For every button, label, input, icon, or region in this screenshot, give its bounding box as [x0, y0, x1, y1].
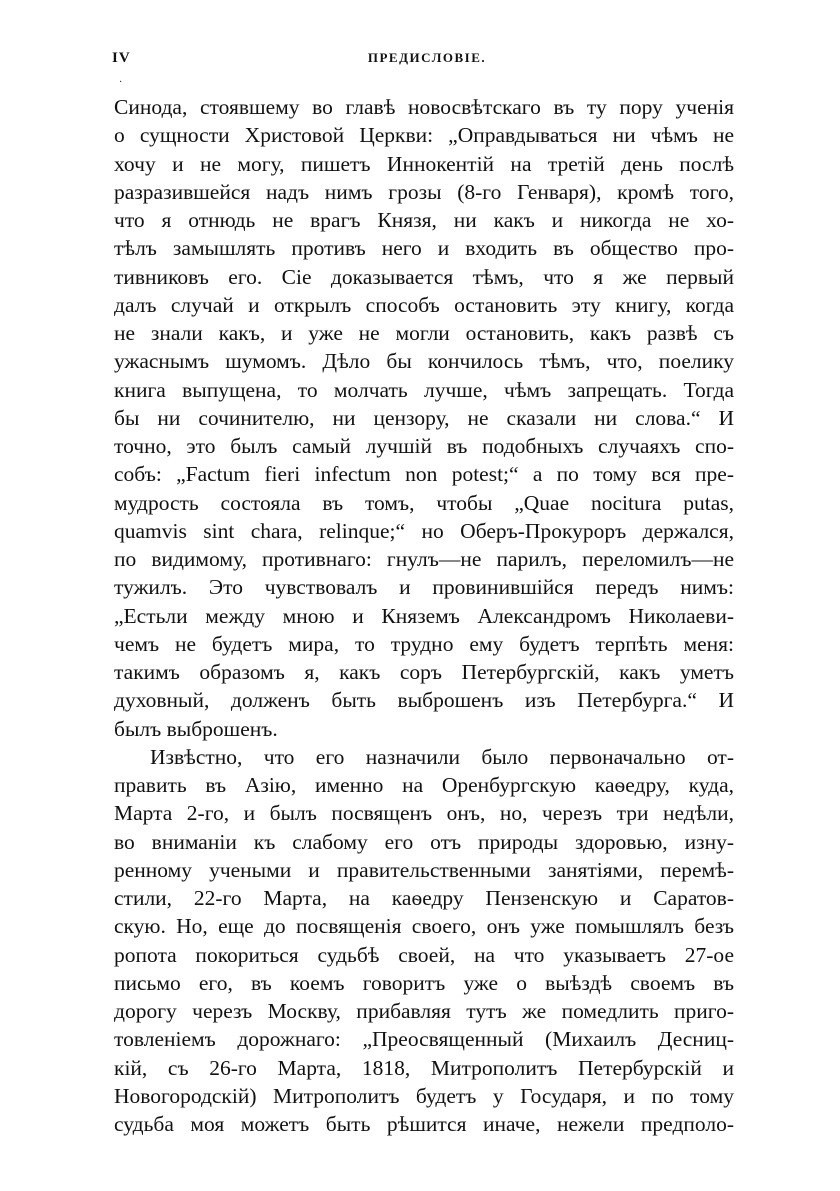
text-line: тѣлъ замышлять противъ него и входить въ общество про-	[114, 236, 734, 261]
text-line: ужаснымъ шумомъ. Дѣло бы кончилось тѣмъ, что, поелику	[114, 349, 734, 374]
text-line: стили, 22-го Марта, на каѳедру Пензенскую и Саратов-	[114, 886, 734, 910]
text-line: Синода, стоявшему во главѣ новосвѣтскаго въ ту пору ученія	[114, 95, 734, 119]
text-line: тивниковъ его. Сіе доказывается тѣмъ, что я же первый	[114, 264, 734, 289]
text-line: судьба моя можетъ быть рѣшится иначе, нежели предполо-	[114, 1112, 734, 1136]
page-header	[112, 50, 734, 70]
text-line: не знали какъ, и уже не могли остановить, какъ развѣ съ	[114, 321, 734, 345]
text-line: что я отнюдь не врагъ Князя, ни какъ и никогда не хо-	[114, 208, 734, 232]
print-speck: ·	[119, 77, 123, 88]
text-line: далъ случай и открылъ способъ остановить эту книгу, когда	[114, 292, 734, 317]
text-line: править въ Азію, именно на Оренбургскую каѳедру, куда,	[114, 773, 734, 797]
body-text	[114, 93, 734, 1138]
text-line: собъ: „Factum fieri infectum non potest;“ а по тому вся пре-	[114, 462, 734, 487]
text-line: кій, съ 26-го Марта, 1818, Митрополитъ Петербурскій и	[114, 1055, 734, 1080]
text-line: о сущности Христовой Церкви: „Оправдываться ни чѣмъ не	[114, 123, 734, 148]
text-line: Марта 2-го, и былъ посвященъ онъ, но, черезъ три недѣли,	[114, 801, 734, 826]
text-line: дорогу черезъ Москву, прибавляя тутъ же помедлить приго-	[114, 999, 734, 1023]
text-line: „Естьли между мною и Княземъ Александромъ Николаеви-	[114, 603, 734, 628]
text-line: во вниманіи къ слабому его отъ природы здоровью, изну-	[114, 829, 734, 854]
text-line: хочу и не могу, пишетъ Иннокентій на третій день послѣ	[114, 151, 734, 176]
text-line: тужилъ. Это чувствовалъ и провинившійся передъ нимъ:	[114, 575, 734, 600]
text-line: точно, это былъ самый лучшій въ подобныхъ случаяхъ спо-	[114, 434, 734, 458]
text-line: скую. Но, еще до посвященія своего, онъ уже помышлялъ безъ	[114, 914, 734, 939]
text-line: quamvis sint chara, relinque;“ но Оберъ-Прокуроръ держался,	[114, 518, 734, 543]
text-line: книга выпущена, то молчать лучше, чѣмъ запрещать. Тогда	[114, 377, 734, 402]
text-line: былъ выброшенъ.	[114, 716, 278, 741]
text-line: чемъ не будетъ мира, то трудно ему будетъ терпѣть меня:	[114, 631, 734, 656]
text-line: такимъ образомъ я, какъ соръ Петербургскій, какъ уметъ	[114, 660, 734, 684]
text-line: товленіемъ дорожнаго: „Преосвященный (Михаилъ Десниц-	[114, 1027, 734, 1052]
text-line: Новогородскій) Митрополитъ будетъ у Государя, и по тому	[114, 1083, 734, 1108]
text-line: разразившейся надъ нимъ грозы (8-го Генваря), кромѣ того,	[114, 179, 734, 204]
text-line: по видимому, противнаго: гнулъ—не парилъ, переломилъ—не	[114, 547, 734, 571]
text-line: ренному учеными и правительственными занятіями, перемѣ-	[114, 857, 734, 882]
text-line: письмо его, въ коемъ говоритъ уже о выѣздѣ своемъ въ	[114, 970, 734, 995]
text-line: мудрость состояла въ томъ, чтобы „Quae nocitura putas,	[114, 490, 734, 515]
running-title: ПРЕДИСЛОВІЕ.	[367, 50, 487, 65]
text-line: ропота покориться судьбѣ своей, на что указываетъ 27-ое	[114, 942, 734, 967]
page-number: IV	[112, 50, 131, 66]
text-line: Извѣстно, что его назначили было первоначально от-	[150, 744, 734, 769]
text-line: бы ни сочинителю, ни цензору, не сказали ни слова.“ И	[114, 405, 734, 430]
text-line: духовный, долженъ быть выброшенъ изъ Петербурга.“ И	[114, 688, 734, 713]
